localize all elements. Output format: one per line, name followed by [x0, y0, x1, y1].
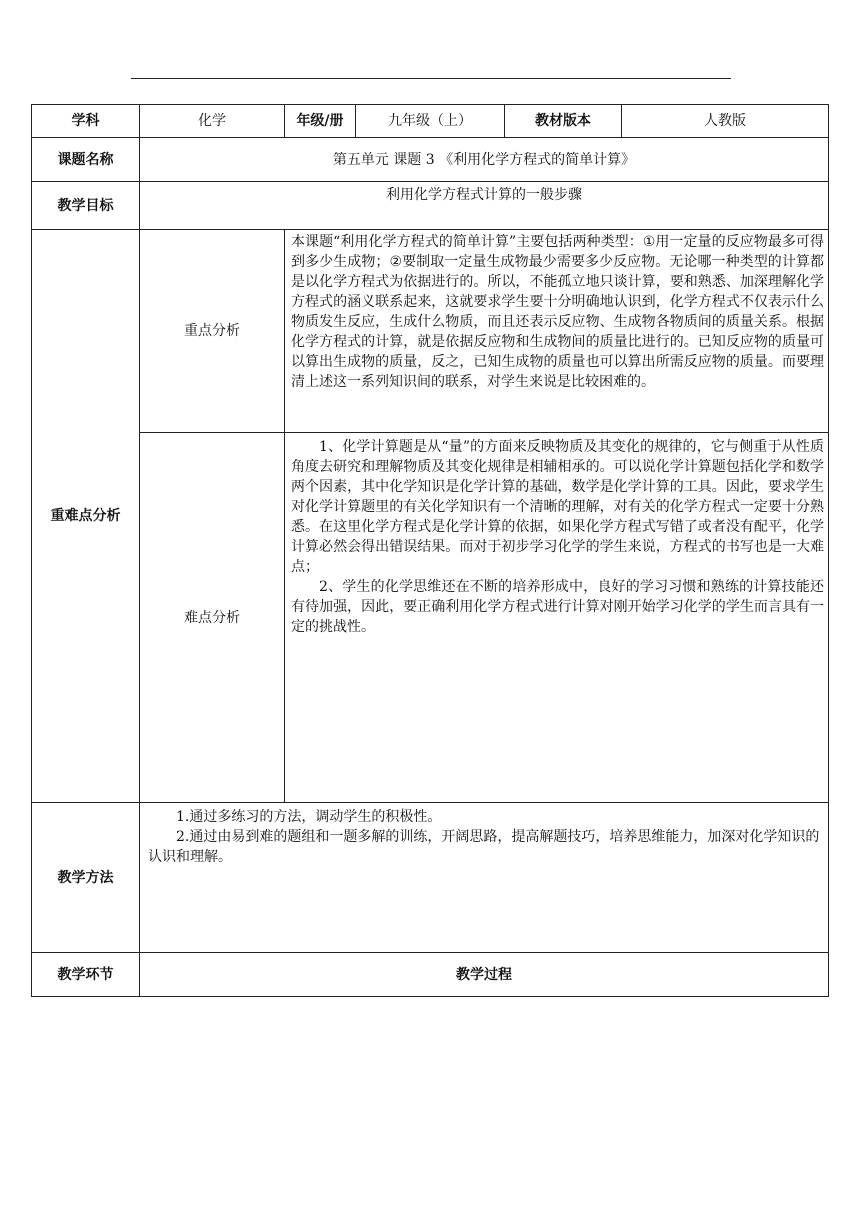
difficulty-paragraph-1: 1、化学计算题是从“量”的方面来反映物质及其变化的规律的，它与侧重于从性质角度去研究和理解物质及其变化规律是相辅相承的。可以说化学计算题包括化学和数学两个因素，其中化学知识是化学计算的基础，数学是化学计算的工具。因此，要求学生对化学计算题里的有关化学知识有一个清晰的理解，对有关的化学方程式一定要十分熟悉。在这里化学方程式是化学计算的依据，如果化学方程式写错了或者没有配平，化学计算必然会得出错误结果。而对于初步学习化学的学生来说，方程式的书写也是一大难点； [291, 439, 824, 575]
goal-label: 教学目标 [32, 182, 140, 230]
edition-label: 教材版本 [505, 105, 622, 138]
header-rule [131, 78, 731, 79]
difficulty-analysis-text [285, 433, 829, 803]
process-row [32, 953, 829, 997]
topic-row [32, 138, 829, 182]
method-item-1: 1.通过多练习的方法，调动学生的积极性。 [176, 809, 442, 825]
subject-label: 学科 [32, 105, 140, 138]
method-item-2: 2.通过由易到难的题组和一题多解的训练，开阔思路，提高解题技巧，培养思维能力，加深对化学知识的认识和理解。 [148, 829, 820, 865]
subject-value: 化学 [140, 105, 285, 138]
analysis-label: 重难点分析 [32, 230, 140, 803]
method-row [32, 803, 829, 953]
key-analysis-row [32, 230, 829, 433]
goal-value: 利用化学方程式计算的一般步骤 [140, 182, 829, 230]
key-analysis-text: 本课题“利用化学方程式的简单计算”主要包括两种类型：①用一定量的反应物最多可得到多少生成物；②要制取一定量生成物最少需要多少反应物。无论哪一种类型的计算都是以化学方程式为依据进行的。所以，不能孤立地只谈计算，要和熟悉、加深理解化学方程式的涵义联系起来，这就要求学生要十分明确地认识到，化学方程式不仅表示什么物质发生反应，生成什么物质，而且还表示反应物、生成物各物质间的质量关系。根据化学方程式的计算，就是依据反应物和生成物间的质量比进行的。已知反应物的质量可以算出生成物的质量，反之，已知生成物的质量也可以算出所需反应物的质量。而要理清上述这一系列知识间的联系，对学生来说是比较困难的。 [285, 230, 829, 433]
header-row [32, 105, 829, 138]
topic-label: 课题名称 [32, 138, 140, 182]
circled-two: ② [389, 254, 403, 270]
process-value: 教学过程 [140, 953, 829, 997]
method-text [140, 803, 829, 953]
edition-value: 人教版 [622, 105, 829, 138]
difficulty-analysis-label: 难点分析 [140, 433, 285, 803]
difficulty-paragraph-2: 2、学生的化学思维还在不断的培养形成中，良好的学习习惯和熟练的计算技能还有待加强，因此，要正确利用化学方程式进行计算对刚开始学习化学的学生而言具有一定的挑战性。 [291, 579, 824, 635]
goal-row [32, 182, 829, 230]
process-label: 教学环节 [32, 953, 140, 997]
circled-one: ① [642, 234, 656, 250]
method-label: 教学方法 [32, 803, 140, 953]
lesson-plan-table [31, 104, 829, 997]
topic-value: 第五单元 课题 3 《利用化学方程式的简单计算》 [140, 138, 829, 182]
difficulty-analysis-row [32, 433, 829, 803]
key-analysis-label: 重点分析 [140, 230, 285, 433]
grade-value: 九年级（上） [356, 105, 505, 138]
grade-label: 年级/册 [285, 105, 356, 138]
